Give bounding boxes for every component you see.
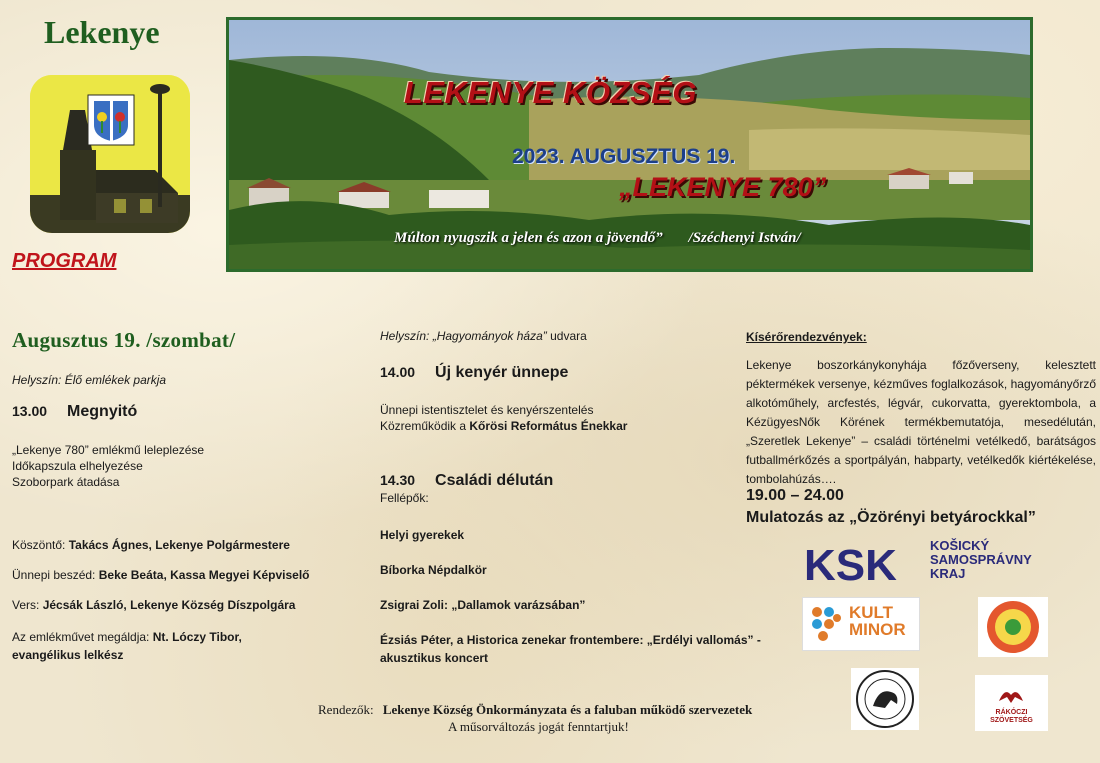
performer-item: Ézsiás Péter, a Historica zenekar frontembere: „Erdélyi vallomás” - [380,633,761,647]
bread-line: Ünnepi istentisztelet és kenyérszentelés [380,403,594,417]
ksk-line: SAMOSPRÁVNY [930,552,1032,567]
bread-line: Közreműködik a [380,419,467,433]
venue-suffix: udvara [550,329,587,343]
banner-date: 2023. AUGUSZTUS 19. [512,145,736,168]
ksk-line: KRAJ [930,566,966,581]
opening-time: 13.00 [12,403,48,419]
bread-details [380,402,627,434]
venue-label: Helyszín: [380,329,430,343]
opening-item: Időkapszula elhelyezése [12,459,143,473]
evening-title: Mulatozás az „Özörényi betyárockkal” [746,509,1036,526]
speech-row [12,597,295,613]
opening-item: „Lekenye 780” emlékmű leleplezése [12,443,205,457]
rakoczi-logo [975,675,1048,731]
family-row [380,472,553,490]
family-title: Családi délután [435,472,554,489]
kult-word: KULT [849,603,894,622]
performer-item: Bíborka Népdalkör [380,563,487,577]
performer-item: akusztikus koncert [380,651,489,665]
quote-author: /Széchenyi István/ [688,230,801,246]
speech-value: Beke Beáta, Kassa Megyei Képviselő [98,568,310,582]
community-seal-logo [978,597,1048,657]
side-events-heading: Kísérőrendezvények: [746,330,867,344]
ksk-logo-mark: KSK [804,541,897,586]
family-time: 14.30 [380,472,416,488]
quote-text: Múlton nyugszik a jelen és azon a jövendő” [394,230,663,246]
organizers-value: Lekenye Község Önkormányzata és a faluban működő szervezetek [382,702,753,717]
village-name: Lekenye [44,14,160,50]
speech-value: Nt. Lóczy Tibor, [152,630,242,644]
speech-row [12,629,242,663]
banner-title: LEKENYE KÖZSÉG [404,75,697,110]
minor-word: MINOR [849,620,906,639]
speech-value: evangélikus lelkész [12,648,124,662]
evening-time: 19.00 – 24.00 [746,487,844,504]
organizers-label: Rendezők: [318,702,374,717]
speech-label: Az emlékművet megáldja: [12,630,150,644]
banner-photo [226,17,1033,272]
performer-item: Helyi gyerekek [380,528,465,542]
banner-quote [394,230,801,247]
speech-value: Takács Ágnes, Lekenye Polgármestere [68,538,290,552]
village-emblem-image [30,75,190,233]
side-events-text: Lekenye boszorkánykonyhája főzőverseny, kelesztett péktermékek versenye, kézműves foglalkozások, hagyományőrző alkotóműhely, arcfestés, légvár, cukorvatta, gyerektombola, a KézügyesNők Körének termékbemutatója, mesedélután, „Szeretlek Lekenye” – családi történelmi vetélkedő, barátságos futballmérkőzés a sportpályán, habparty, vetélkedők kiértékelése, tombolahúzás…. [746,358,1096,486]
venue-name: Élő emlékek parkja [64,373,167,387]
speech-label: Vers: [12,598,40,612]
venue-name: „Hagyományok háza” [432,329,547,343]
rakoczi-word: RÁKÓCZI [995,709,1028,716]
opening-items [12,442,204,490]
venue-line-park [12,372,166,388]
speech-label: Ünnepi beszéd: [12,568,96,582]
day-heading: Augusztus 19. /szombat/ [12,328,236,352]
banner-event-name: „LEKENYE 780” [619,172,827,202]
speech-row [12,537,290,553]
bread-time: 14.00 [380,364,416,380]
speech-value: Jécsák László, Lekenye Község Díszpolgára [42,598,296,612]
ksk-logo [804,540,922,591]
performer-item: Zsigrai Zoli: „Dallamok varázsában” [380,598,586,612]
rakoczi-word: SZÖVETSÉG [990,717,1033,724]
organizers-line [318,702,752,718]
opening-title: Megnyitó [67,403,138,420]
bread-row [380,364,568,382]
choir-name: Kőrösi Református Énekkar [469,419,628,433]
speech-row [12,567,310,583]
ksk-text [930,539,1060,581]
bread-title: Új kenyér ünnepe [435,364,569,381]
cavalry-seal-logo [851,668,919,730]
speech-label: Köszöntő: [12,538,66,552]
kult-minor-logo [802,597,920,651]
opening-row [12,403,137,421]
venue-line-house [380,328,587,344]
change-notice: A műsorváltozás jogát fenntartjuk! [448,719,629,734]
ksk-line: KOŠICKÝ [930,538,990,553]
program-label: PROGRAM [12,250,117,272]
opening-item: Szoborpark átadása [12,475,120,489]
venue-label: Helyszín: [12,373,62,387]
performers-label: Fellépők: [380,491,429,505]
